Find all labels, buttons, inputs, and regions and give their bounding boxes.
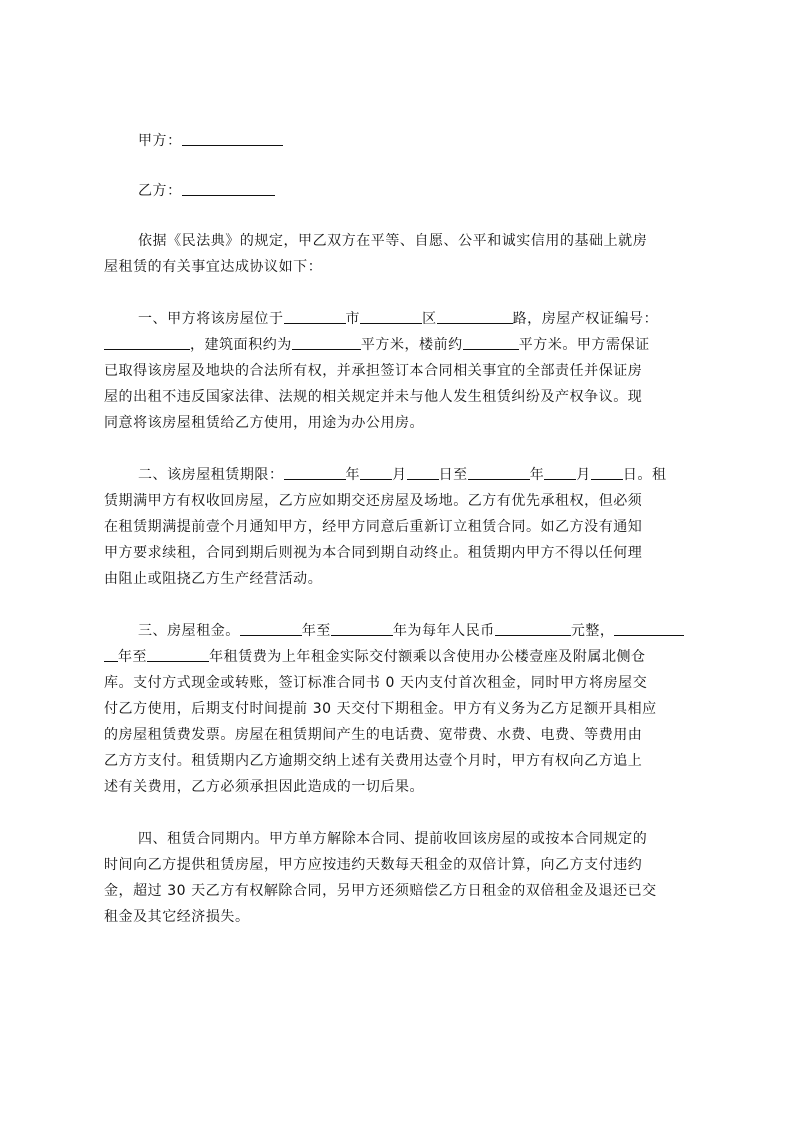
clause-2-line: 甲方要求续租，合同到期后则视为本合同到期自动终止。租赁期内甲方不得以任何理 <box>104 545 643 561</box>
clause-3-text: 三、房屋租金。 <box>138 623 240 639</box>
clause-3-line: 述有关费用，乙方必须承担因此造成的一切后果。 <box>104 779 425 795</box>
annual-rent-blank <box>495 620 571 636</box>
clause-1-line: 屋的出租不违反国家法律、法规的相关规定并未与他人发生租赁纠纷及产权争议。现 <box>104 389 643 405</box>
rent-end-year-blank <box>331 620 393 636</box>
floor-area-blank <box>292 334 361 350</box>
clause-2-line <box>104 462 699 488</box>
clause-3 <box>104 618 699 800</box>
clause-4 <box>104 826 699 930</box>
later-start-year-blank-cont <box>104 646 118 662</box>
clause-1-line <box>104 306 699 332</box>
clause-2-text: 日至 <box>438 467 468 483</box>
clause-1-line: 同意将该房屋租赁给乙方使用，用途为办公用房。 <box>104 415 425 431</box>
clause-3-line: 乙方方支付。租赁期内乙方逾期交纳上述有关费用达壹个月时，甲方有权向乙方追上 <box>104 753 643 769</box>
clause-4-line: 四、租赁合同期内。甲方单方解除本合同、提前收回该房屋的或按本合同规定的 <box>138 831 648 847</box>
clause-2 <box>104 462 699 592</box>
clause-3-line <box>104 618 699 644</box>
clause-2-text: 二、该房屋租赁期限： <box>138 467 284 483</box>
clause-2-text: 年 <box>345 467 361 483</box>
clause-3-text: 年租赁费为上年租金实际交付额乘以含使用办公楼壹座及附属北侧仓 <box>209 649 646 665</box>
clause-3-line: 的房屋租赁费发票。房屋在租赁期间产生的电话费、宽带费、水费、电费、等费用由 <box>104 727 643 743</box>
later-end-year-blank <box>147 646 209 662</box>
clause-1-text: 一、甲方将该房屋位于 <box>138 311 284 327</box>
clause-3-line <box>104 644 699 670</box>
later-start-year-blank <box>614 620 684 636</box>
certificate-number-blank <box>104 334 190 350</box>
clause-1-text: 市 <box>345 311 361 327</box>
clause-3-text: 年至 <box>301 623 331 639</box>
clause-2-line: 赁期满甲方有权收回房屋，乙方应如期交还房屋及场地。乙方有优先承租权，但必须 <box>104 493 643 509</box>
road-blank <box>437 308 513 324</box>
front-area-blank <box>463 334 519 350</box>
clause-2-text: 月 <box>392 467 407 483</box>
intro-line: 屋租赁的有关事宜达成协议如下： <box>104 259 323 275</box>
clause-4-line: 时间向乙方提供租赁房屋，甲方应按违约天数每天租金的双倍计算，向乙方支付违约 <box>104 857 643 873</box>
contract-body <box>104 128 699 930</box>
start-day-blank <box>407 464 439 480</box>
clause-2-text: 日。租 <box>622 467 667 483</box>
clause-3-line: 付乙方使用，后期支付时间提前 30 天交付下期租金。甲方有义务为乙方足额开具相应 <box>104 701 657 717</box>
party-a-label: 甲方： <box>138 133 182 149</box>
party-a-blank <box>182 130 283 146</box>
clause-1-text: ，建筑面积约为 <box>190 337 292 353</box>
start-month-blank <box>360 464 392 480</box>
clause-1-line: 已取得该房屋及地块的合法所有权，并承担签订本合同相关事宜的全部责任并保证房 <box>104 363 643 379</box>
city-blank <box>284 308 346 324</box>
clause-4-line: 租金及其它经济损失。 <box>104 909 250 925</box>
clause-2-line: 在租赁期满提前壹个月通知甲方，经甲方同意后重新订立租赁合同。如乙方没有通知 <box>104 519 643 535</box>
start-year-blank <box>284 464 346 480</box>
district-blank <box>360 308 422 324</box>
party-b-blank <box>182 180 275 196</box>
clause-1-text: 平方米。甲方需保证 <box>518 337 650 353</box>
clause-3-line: 库。支付方式现金或转账，签订标准合同书 0 天内支付首次租金，同时甲方将房屋交 <box>104 675 648 691</box>
clause-3-text: 年至 <box>118 649 148 665</box>
clause-1-text: 路，房屋产权证编号： <box>512 311 659 327</box>
end-month-blank <box>544 464 576 480</box>
clause-1-line <box>104 332 699 358</box>
end-day-blank <box>591 464 623 480</box>
rent-start-year-blank <box>240 620 302 636</box>
clause-1-text: 区 <box>422 311 437 327</box>
party-b-label: 乙方： <box>138 183 182 199</box>
clause-2-line: 由阻止或阻挠乙方生产经营活动。 <box>104 571 323 587</box>
party-a-line <box>104 128 699 154</box>
intro-line: 依据《民法典》的规定，甲乙双方在平等、自愿、公平和诚实信用的基础上就房 <box>138 233 648 249</box>
clause-2-text: 月 <box>576 467 591 483</box>
clause-1 <box>104 306 699 436</box>
clause-3-text: 元整， <box>570 623 615 639</box>
party-b-line <box>104 178 699 204</box>
clause-2-text: 年 <box>529 467 545 483</box>
clause-1-text: 平方米，楼前约 <box>360 337 463 353</box>
end-year-blank <box>468 464 530 480</box>
clause-4-line: 金，超过 30 天乙方有权解除合同，另甲方还须赔偿乙方日租金的双倍租金及退还已交 <box>104 883 657 899</box>
intro-paragraph <box>104 228 699 280</box>
clause-3-text: 年为每年人民币 <box>392 623 495 639</box>
